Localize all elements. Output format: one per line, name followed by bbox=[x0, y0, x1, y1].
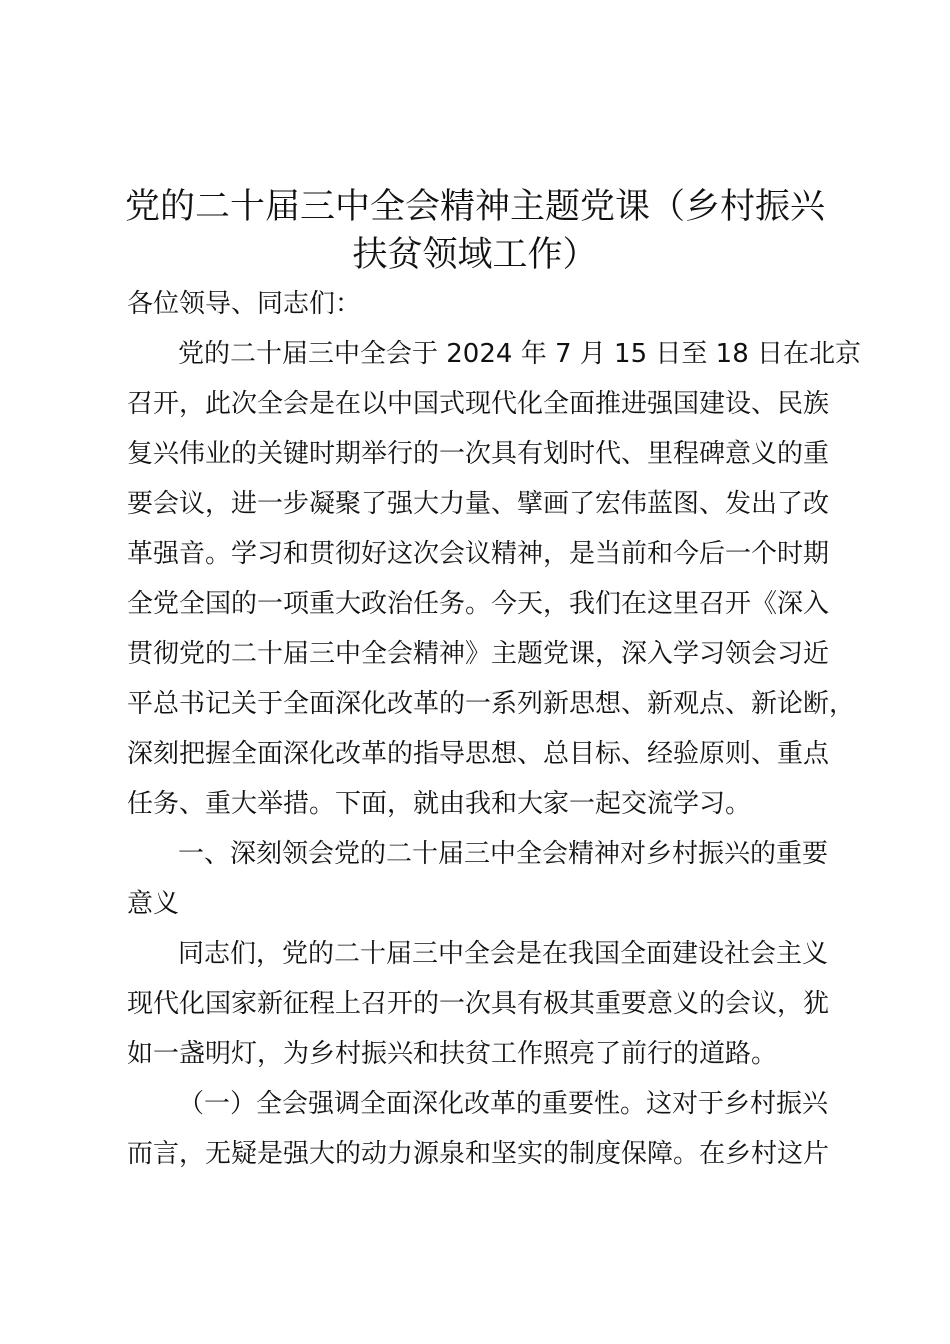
document-title-line-1: 党的二十届三中全会精神主题党课（乡村振兴 bbox=[124, 187, 825, 227]
paragraph-line: 党的二十届三中全会于 2024 年 7 月 15 日至 18 日在北京 bbox=[178, 339, 861, 369]
paragraph-line: 如一盏明灯，为乡村振兴和扶贫工作照亮了前行的道路。 bbox=[127, 1039, 778, 1069]
section-heading-line: 意义 bbox=[127, 889, 180, 919]
document-title-line-2: 扶贫领域工作） bbox=[352, 235, 598, 275]
paragraph-line: 复兴伟业的关键时期举行的一次具有划时代、里程碑意义的重 bbox=[127, 439, 830, 469]
paragraph-line: 召开，此次全会是在以中国式现代化全面推进强国建设、民族 bbox=[127, 389, 830, 419]
salutation: 各位领导、同志们： bbox=[127, 289, 362, 319]
paragraph-line: 现代化国家新征程上召开的一次具有极其重要意义的会议，犹 bbox=[127, 989, 830, 1019]
paragraph-line: 平总书记关于全面深化改革的一系列新思想、新观点、新论断， bbox=[127, 689, 856, 719]
section-heading-line: 一、深刻领会党的二十届三中全会精神对乡村振兴的重要 bbox=[178, 839, 829, 869]
paragraph-line: 贯彻党的二十届三中全会精神》主题党课，深入学习领会习近 bbox=[127, 639, 830, 669]
subsection-paragraph-line: （一）全会强调全面深化改革的重要性。这对于乡村振兴 bbox=[178, 1089, 829, 1119]
paragraph-line: 革强音。学习和贯彻好这次会议精神，是当前和今后一个时期 bbox=[127, 539, 830, 569]
paragraph-line: 同志们，党的二十届三中全会是在我国全面建设社会主义 bbox=[178, 939, 829, 969]
paragraph-line: 深刻把握全面深化改革的指导思想、总目标、经验原则、重点 bbox=[127, 739, 830, 769]
paragraph-line: 任务、重大举措。下面，就由我和大家一起交流学习。 bbox=[127, 789, 752, 819]
paragraph-line: 要会议，进一步凝聚了强大力量、擘画了宏伟蓝图、发出了改 bbox=[127, 489, 830, 519]
paragraph-line: 而言，无疑是强大的动力源泉和坚实的制度保障。在乡村这片 bbox=[127, 1139, 830, 1169]
paragraph-line: 全党全国的一项重大政治任务。今天，我们在这里召开《深入 bbox=[127, 589, 830, 619]
